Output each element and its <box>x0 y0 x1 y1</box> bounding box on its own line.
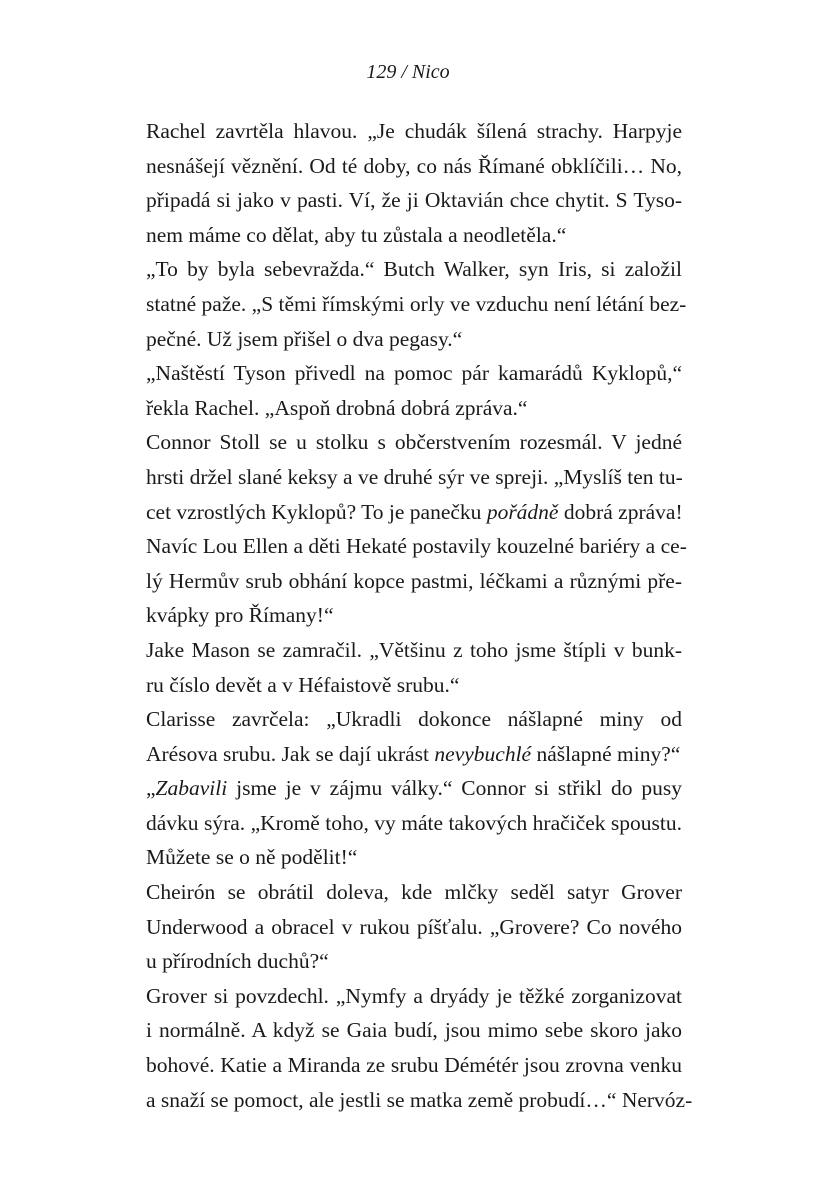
text-segment: „ <box>146 776 156 801</box>
text-line <box>146 114 682 149</box>
text-segment: u přírodních duchů?“ <box>146 949 329 974</box>
text-line <box>146 564 682 599</box>
text-segment: nášlapné miny?“ <box>531 741 681 766</box>
text-segment: Clarisse zavrčela: „Ukradli dokonce nášlapné miny od <box>146 707 682 732</box>
header-separator: / <box>401 61 407 83</box>
text-line <box>146 287 687 322</box>
text-line <box>146 322 682 357</box>
text-line <box>146 183 682 218</box>
text-line <box>146 356 682 391</box>
text-line <box>146 1013 682 1048</box>
text-segment: kvápky pro Římany!“ <box>146 603 334 628</box>
text-line <box>146 425 682 460</box>
text-segment: Arésova srubu. Jak se dají ukrást <box>146 741 435 766</box>
text-segment: Connor Stoll se u stolku s občerstvením rozesmál. V jedné <box>146 430 682 455</box>
italic-word: pořádně <box>486 499 559 524</box>
text-line <box>146 495 682 530</box>
text-segment: ru číslo devět a v Héfaistově srubu.“ <box>146 672 460 697</box>
text-segment: Cheirón se obrátil doleva, kde mlčky seděl satyr Grover <box>146 880 682 905</box>
text-line <box>146 875 682 910</box>
text-line <box>146 598 682 633</box>
text-line <box>146 668 682 703</box>
text-line <box>146 252 682 287</box>
text-segment: dávku sýra. „Kromě toho, vy máte takových hračiček spoustu. <box>146 810 682 835</box>
text-line <box>146 910 682 945</box>
text-line <box>146 460 682 495</box>
text-line <box>146 979 682 1014</box>
text-line <box>146 633 682 668</box>
text-segment: Můžete se o ně podělit!“ <box>146 845 358 870</box>
text-line <box>146 840 682 875</box>
text-segment: Rachel zavrtěla hlavou. „Je chudák šílená strachy. Harpyje <box>146 119 682 143</box>
chapter-title: Nico <box>411 61 450 83</box>
text-line <box>146 1048 682 1083</box>
text-line <box>146 218 682 253</box>
text-line <box>146 771 682 806</box>
text-segment: Underwood a obracel v rukou píšťalu. „Grovere? Co nového <box>146 914 682 939</box>
text-line <box>146 944 682 979</box>
text-segment: dobrá zpráva! <box>558 499 683 524</box>
text-segment: pečné. Už jsem přišel o dva pegasy.“ <box>146 326 463 351</box>
text-segment: jsme je v zájmu války.“ Connor si střikl do pusy <box>227 776 682 801</box>
text-segment: cet vzrostlých Kyklopů? To je panečku <box>146 499 487 524</box>
text-line <box>146 1083 693 1118</box>
text-segment: připadá si jako v pasti. Ví, že ji Oktavián chce chytit. S Tyso- <box>146 188 682 213</box>
text-segment: a snaží se pomoct, ale jestli se matka země probudí…“ Nervóz- <box>146 1087 693 1112</box>
text-segment: Grover si povzdechl. „Nymfy a dryády je těžké zorganizovat <box>146 983 682 1008</box>
text-segment: „Naštěstí Tyson přivedl na pomoc pár kamarádů Kyklopů,“ <box>146 361 682 386</box>
text-segment: „To by byla sebevražda.“ Butch Walker, syn Iris, si založil <box>146 257 682 282</box>
text-segment: Jake Mason se zamračil. „Většinu z toho jsme štípli v bunk- <box>146 637 682 662</box>
italic-word: nevybuchlé <box>434 741 532 766</box>
text-line <box>146 529 687 564</box>
body-text <box>146 114 693 1117</box>
text-segment: bohové. Katie a Miranda ze srubu Démétér jsou zrovna venku <box>146 1053 682 1078</box>
text-segment: nem máme co dělat, aby tu zůstala a neodletěla.“ <box>146 222 567 247</box>
text-segment: lý Hermův srub obhání kopce pastmi, léčkami a různými pře- <box>146 568 682 593</box>
text-line <box>146 391 682 426</box>
italic-word: Zabavili <box>155 776 228 801</box>
text-line <box>146 806 682 841</box>
text-segment: hrsti držel slané keksy a ve druhé sýr ve spreji. „Myslíš ten tu- <box>146 464 683 489</box>
page-number: 129 <box>366 61 397 83</box>
text-segment: Navíc Lou Ellen a děti Hekaté postavily kouzelné bariéry a ce- <box>146 534 687 559</box>
running-header <box>0 58 816 86</box>
text-segment: nesnášejí věznění. Od té doby, co nás Římané obklíčili… No, <box>146 153 682 178</box>
text-segment: i normálně. A když se Gaia budí, jsou mimo sebe skoro jako <box>146 1018 682 1043</box>
text-segment: řekla Rachel. „Aspoň drobná dobrá zpráva.“ <box>146 395 528 420</box>
text-segment: statné paže. „S těmi římskými orly ve vzduchu není létání bez- <box>146 291 687 316</box>
text-line <box>146 149 682 184</box>
text-line <box>146 702 682 737</box>
text-line <box>146 737 682 772</box>
